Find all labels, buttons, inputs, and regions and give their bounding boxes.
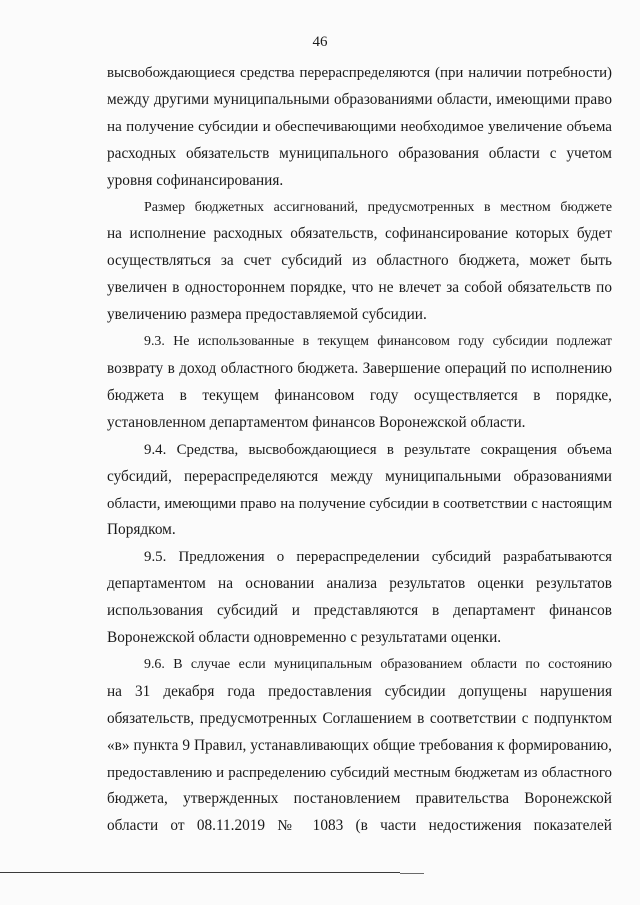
paragraph-9-3 — [107, 329, 612, 437]
text-line: субсидий, перераспределяются между муниципальными образованиями — [107, 467, 612, 485]
text-line: высвобождающиеся средства перераспределяются (при наличии потребности) — [107, 65, 612, 81]
paragraph-9-5 — [107, 544, 612, 652]
footer-divider-mark — [400, 873, 424, 874]
text-line: уровня софинансирования. — [107, 171, 284, 189]
text-line: 9.5. Предложения о перераспределении субсидий разрабатываются — [144, 549, 612, 566]
text-line: установленном департаментом финансов Воронежской области. — [107, 413, 526, 431]
paragraph-9-6 — [107, 652, 612, 840]
text-line: возврату в доход областного бюджета. Завершение операций по исполнению — [107, 359, 612, 377]
footer-divider — [0, 872, 400, 873]
text-line: бюджета в текущем финансовом году осуществляется в порядке, — [107, 386, 612, 404]
paragraph-9-4 — [107, 437, 612, 545]
text-line: Воронежской области одновременно с результатами оценки. — [107, 629, 502, 647]
text-line: 9.3. Не использованные в текущем финансовом году субсидии подлежат — [144, 334, 612, 350]
text-line: расходных обязательств муниципального образования области с учетом — [107, 144, 612, 162]
text-line: бюджета, утвержденных постановлением правительства Воронежской — [107, 790, 612, 808]
text-line: области, имеющими право на получение субсидии в соответствии с настоящим — [107, 495, 612, 512]
text-line: на 31 декабря года предоставления субсидии допущены нарушения — [107, 682, 612, 700]
text-line: 9.4. Средства, высвобождающиеся в результате сокращения объема — [144, 441, 612, 458]
paragraph-continuation — [107, 60, 612, 195]
text-line: «в» пункта 9 Правил, устанавливающих общие требования к формированию, — [107, 736, 612, 754]
text-line: использования субсидий и представляются в департамент финансов — [107, 602, 612, 620]
text-line: увеличен в одностороннем порядке, что не влечет за собой обязательств по — [107, 279, 612, 297]
text-line: предоставлению и распределению субсидий местным бюджетам из областного — [107, 764, 612, 781]
text-line: увеличению размера предоставляемой субсидии. — [107, 306, 427, 324]
text-line: 9.6. В случае если муниципальным образованием области по состоянию — [144, 656, 612, 672]
paragraph-budget-allocations — [107, 195, 612, 330]
page-number: 46 — [312, 34, 328, 50]
text-line: Порядком. — [107, 521, 176, 539]
text-line: обязательств, предусмотренных Соглашением в соответствии с подпунктом — [107, 709, 612, 727]
text-line: осуществляться за счет субсидий из областного бюджета, может быть — [107, 252, 612, 270]
text-line: области от 08.11.2019 № 1083 (в части недостижения показателей — [107, 817, 612, 835]
text-line: департаментом на основании анализа результатов оценки результатов — [107, 575, 612, 593]
text-line: между другими муниципальными образованиями области, имеющими право — [107, 90, 612, 108]
document-body — [107, 60, 612, 840]
text-line: на получение субсидии и обеспечивающими необходимое увеличение объема — [107, 118, 612, 135]
text-line: на исполнение расходных обязательств, софинансирование которых будет — [107, 225, 612, 243]
text-line: Размер бюджетных ассигнований, предусмотренных в местном бюджете — [144, 199, 612, 215]
